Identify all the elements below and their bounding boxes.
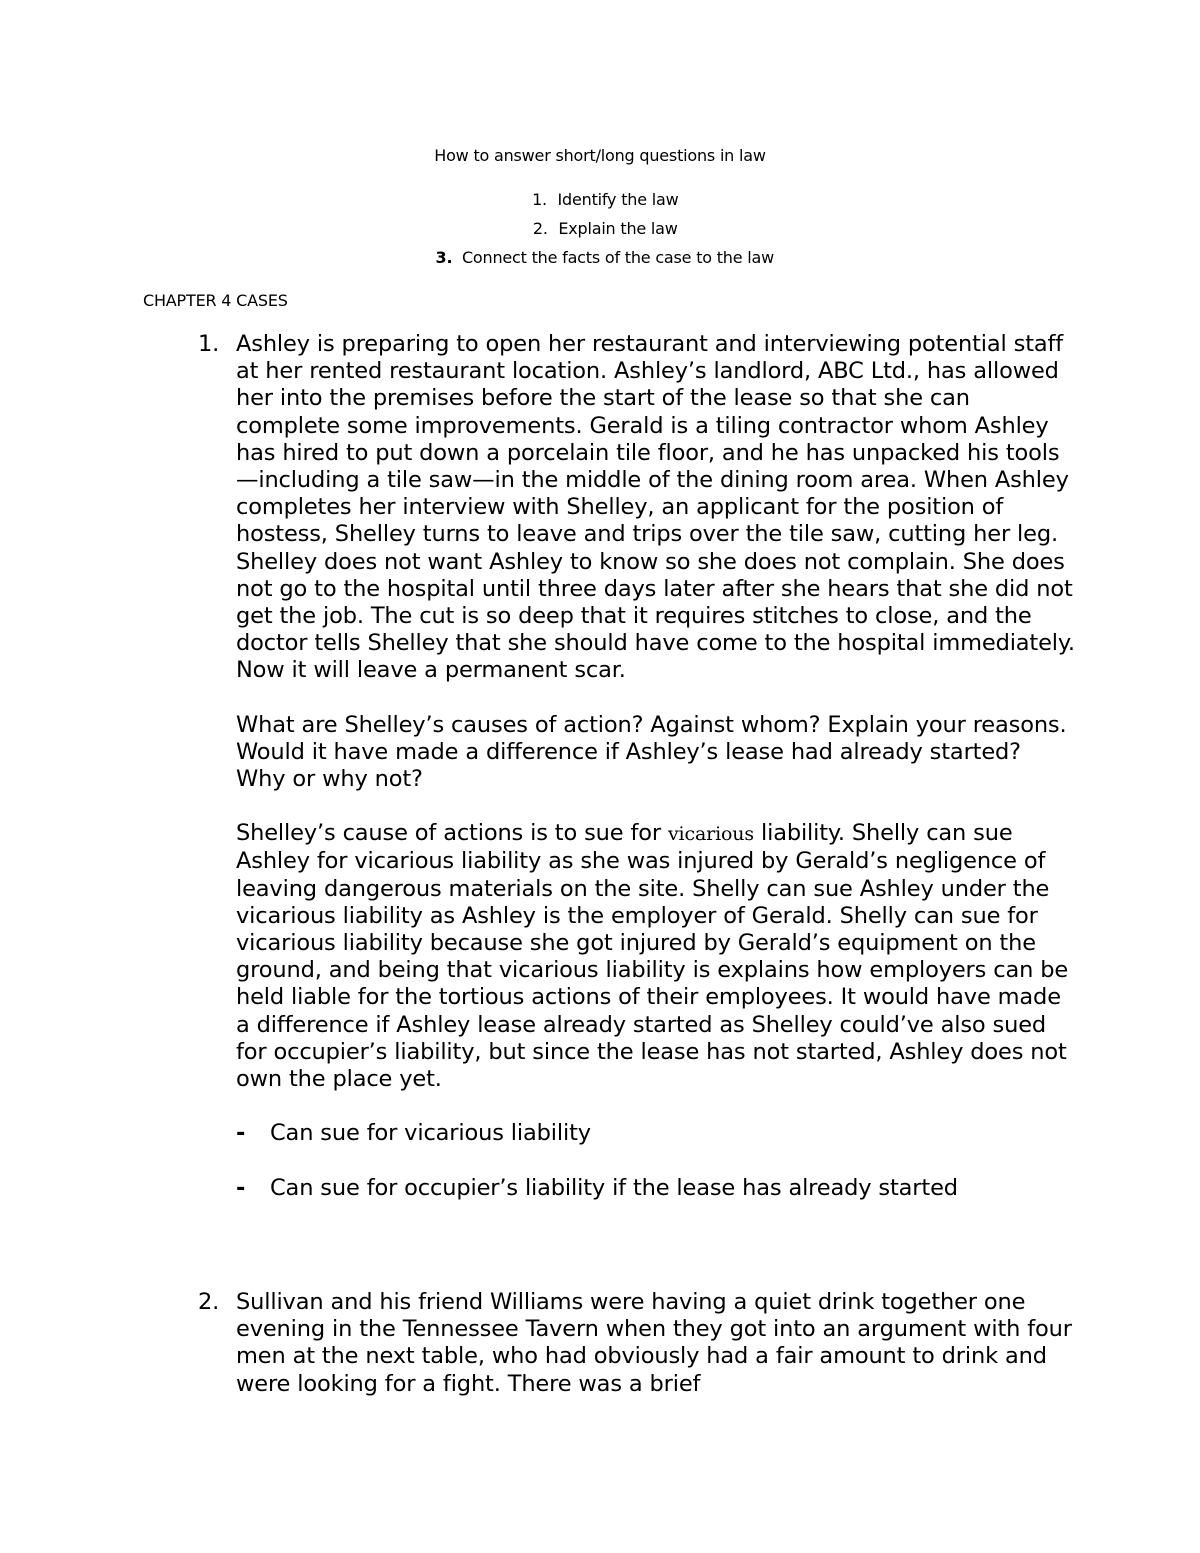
bullet-text: Can sue for vicarious liability <box>270 1120 591 1147</box>
case-question: What are Shelley’s causes of action? Against whom? Explain your reasons. Would it have made a difference if Ashley’s lease had already started? Why or why not? <box>236 711 1067 793</box>
step-item <box>0 219 1200 238</box>
spacer <box>236 685 1076 712</box>
step-item <box>0 190 1200 209</box>
step-item <box>0 248 1200 267</box>
chapter-heading: CHAPTER 4 CASES <box>143 291 288 310</box>
step-text: Identify the law <box>557 190 679 209</box>
answer-bullets <box>236 1120 1076 1202</box>
bullet-item <box>236 1175 1076 1202</box>
spacer <box>236 1093 1076 1120</box>
steps-list <box>0 190 1200 277</box>
step-number: 3. <box>435 248 453 267</box>
case-facts: Sullivan and his friend Williams were having a quiet drink together one evening in the Tennessee Tavern when they got into an argument with four men at the next table, who had obviously had a fair amount to drink and were looking for a fight. There was a brief <box>236 1289 1072 1397</box>
case-number: 2. <box>198 1289 220 1315</box>
bullet-text: Can sue for occupier’s liability if the lease has already started <box>270 1175 958 1202</box>
step-number: 1. <box>532 190 547 209</box>
spacer <box>236 793 1076 820</box>
answer-serif-word: vicarious <box>667 823 754 846</box>
bullet-dash: - <box>236 1175 246 1202</box>
answer-text: Shelley’s cause of actions is to sue for <box>236 820 668 847</box>
bullet-dash: - <box>236 1120 246 1147</box>
step-text: Explain the law <box>558 219 678 238</box>
bullet-item <box>236 1120 1076 1147</box>
case-answer <box>236 820 1076 1093</box>
case-facts: Ashley is preparing to open her restaurant and interviewing potential staff at her rented restaurant location. Ashley’s landlord, ABC Ltd., has allowed her into the premises before the start of the lease so that she can complete some improvements. Gerald is a tiling contractor whom Ashley has hired to put down a porcelain tile floor, and he has unpacked his tools—including a tile saw—in the middle of the dining room area. When Ashley completes her interview with Shelley, an applicant for the position of hostess, Shelley turns to leave and trips over the tile saw, cutting her leg. Shelley does not want Ashley to know so she does not complain. She does not go to the hospital until three days later after she hears that she did not get the job. The cut is so deep that it requires stitches to close, and the doctor tells Shelley that she should have come to the hospital immediately. Now it will leave a permanent scar. <box>236 331 1075 684</box>
step-number: 2. <box>532 219 548 238</box>
case-number: 1. <box>198 331 220 357</box>
case-2 <box>198 1289 1076 1398</box>
document-title: How to answer short/long questions in law <box>434 146 766 165</box>
step-text: Connect the facts of the case to the law <box>461 248 775 267</box>
answer-text: liability. Shelly can sue Ashley for vicarious liability as she was injured by Gerald’s negligence of leaving dangerous materials on the site. Shelly can sue Ashley under the vicarious liability as Ashley is the employer of Gerald. Shelly can sue for vicarious liability because she got injured by Gerald’s equipment on the ground, and being that vicarious liability is explains how employers can be held liable for the tortious actions of their employees. It would have made a difference if Ashley lease already started as Shelley could’ve also sued for occupier’s liability, but since the lease has not started, Ashley does not own the place yet. <box>236 820 1069 1093</box>
case-1 <box>198 331 1076 1230</box>
